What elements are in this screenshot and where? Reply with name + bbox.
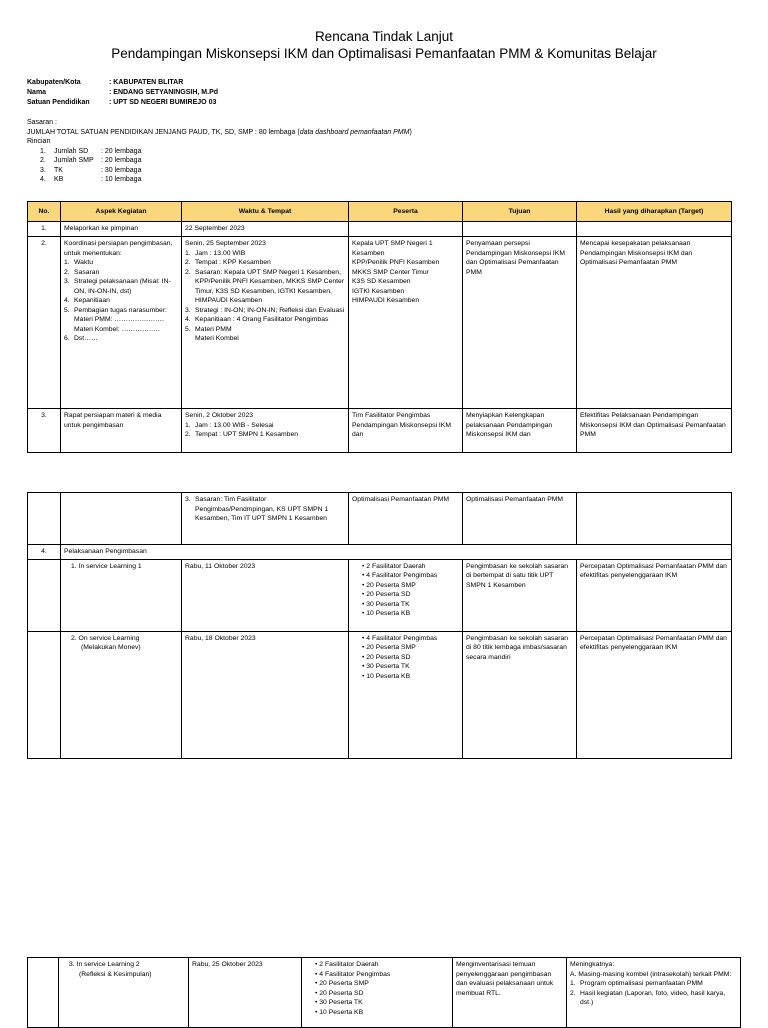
identity-value: : KABUPATEN BLITAR [109, 79, 184, 86]
sasaran-text-tail: ) Rincian [27, 128, 412, 145]
identity-row-nama [27, 88, 218, 98]
table-row [28, 222, 732, 237]
row-waktu: Rabu, 25 Oktober 2023 [189, 958, 302, 1028]
sasaran-block [27, 118, 427, 185]
row-hasil [577, 493, 732, 545]
item-num: 1. [570, 980, 576, 987]
waktu-item [185, 430, 345, 440]
waktu-head: Senin, 25 September 2023 [185, 240, 266, 247]
hasil-item [570, 989, 737, 1008]
rtl-table-part2 [27, 492, 732, 759]
table-header-row [28, 202, 732, 222]
item-num: 2. [185, 431, 191, 438]
rincian-item [40, 147, 427, 157]
hasil-head: Meningkatnya: [570, 961, 615, 968]
aspek-line: 2. On service Learning [71, 634, 140, 642]
row-peserta [349, 222, 463, 237]
row-aspek: Pelaksanaan Pengimbasan [61, 545, 732, 560]
rtl-table-part3 [27, 957, 741, 1028]
row-aspek [61, 631, 182, 758]
row-peserta: Tim Fasilitator Pengimbas Pendampingan Miskonsepsi IKM dan [349, 409, 463, 453]
waktu-head: Senin, 2 Oktober 2023 [185, 412, 254, 419]
rincian-num: 2. [40, 157, 46, 164]
row-hasil: Efektifitas Pelaksanaan Pendampingan Miskonsepsi IKM dan Optimalisasi Pemanfaatan PMM [577, 409, 732, 453]
table-row [28, 631, 732, 758]
header-no: No. [28, 202, 61, 222]
item-num: 2. [64, 268, 70, 276]
row-no [28, 559, 61, 631]
peserta-item: • 4 Fasilitator Pengimbas [362, 634, 459, 644]
materi-kombel: Materi Kombel: …………….. [74, 325, 160, 333]
row-waktu: Rabu, 18 Oktober 2023 [182, 631, 349, 758]
rincian-label: TK [54, 166, 63, 174]
row-tujuan: Penyamaan persepsi Pendampingan Miskonsepsi IKM dan Optimalisasi Pemanfaatan PMM [463, 237, 577, 409]
item-text: Tempat : KPP Kesamben [195, 259, 271, 266]
row-no [28, 958, 59, 1028]
materi-pmm: Materi PMM: …………………. [74, 316, 164, 323]
peserta-item: • 4 Fasilitator Pengimbas [362, 571, 459, 581]
aspek-item [64, 306, 178, 316]
sasaran-text-main: JUMLAH TOTAL SATUAN PENDIDIKAN JENJANG PAUD, TK, SD, SMP : 80 lembaga ( [27, 128, 300, 136]
header-aspek: Aspek Kegiatan [61, 202, 182, 222]
row-waktu [182, 237, 349, 409]
item-text: Kepanitiaan : 4 Orang Fasilitator Pengimbas [195, 316, 329, 323]
row-waktu [182, 493, 349, 545]
row-aspek: 1. In service Learning 1 [61, 559, 182, 631]
rincian-label: Jumlah SMP [54, 157, 94, 164]
item-text: Pembagian tugas narasumber: [74, 306, 167, 314]
row-tujuan: Pengimbasan ke sekolah sasaran di bertempat di satu titik UPT SMPN 1 Kesamben [463, 559, 577, 631]
peserta-item: • 10 Peserta KB [362, 609, 459, 619]
peserta-item: Kepala UPT SMP Negeri 1 Kesamben [352, 240, 433, 257]
waktu-item [185, 315, 345, 325]
item-text: Program optimalisasi pemanfaatan PMM [580, 980, 703, 987]
peserta-item: • 20 Peserta SMP [315, 979, 449, 989]
aspek-line: (Melakukan Monev) [81, 644, 141, 651]
row-no: 3. [28, 409, 61, 453]
item-text: Dst…… [74, 335, 98, 342]
identity-row-satuan [27, 98, 218, 108]
item-num: 3. [185, 306, 191, 314]
row-no: 4. [28, 545, 61, 560]
item-num: 6. [64, 335, 70, 342]
hasil-a: A. Masing-masing kombel (intrasekolah) terkait PMM: [570, 970, 732, 978]
rincian-label: KB [54, 176, 64, 183]
item-text: Jam : 13.00 WIB [195, 249, 246, 257]
identity-block [27, 78, 218, 108]
waktu-last: Materi Kombel [195, 335, 239, 342]
item-text: Hasil kegiatan (Laporan, foto, video, hasil karya, dst.) [580, 989, 726, 1006]
identity-value: : UPT SD NEGERI BUMIREJO 03 [109, 99, 217, 106]
table-row [28, 237, 732, 409]
item-text: Strategi pelaksanaan (Misal: IN-ON, IN-ON-IN, dst) [74, 278, 171, 295]
identity-value: : ENDANG SETYANINGSIH, M.Pd [109, 89, 219, 96]
rincian-item [40, 156, 427, 166]
peserta-item: • 20 Peserta SMP [362, 581, 459, 591]
sasaran-text-italic: data dashboard pemanfaatan PMM [299, 128, 410, 136]
table-row [28, 409, 732, 453]
identity-key: Nama [27, 89, 47, 96]
row-waktu [182, 409, 349, 453]
row-tujuan: Pengimbasan ke sekolah sasaran di 80 titik lembaga imbas/sasaran secara mandiri [463, 631, 577, 758]
waktu-item [185, 306, 345, 316]
peserta-item: MKKS SMP Center Timur [352, 268, 429, 276]
item-text: Waktu [74, 259, 94, 266]
aspek-item [64, 258, 178, 268]
waktu-item [185, 421, 345, 431]
waktu-item [185, 249, 345, 259]
peserta-item: • 20 Peserta SD [315, 989, 449, 999]
peserta-item: • 30 Peserta TK [362, 662, 459, 672]
item-text: Tempat : UPT SMPN 1 Kesamben [195, 431, 299, 438]
item-text: Strategi : IN-ON; IN-ON-IN; Refleksi dan Evaluasi [195, 306, 345, 314]
row-peserta [349, 631, 463, 758]
peserta-item: • 20 Peserta SMP [362, 643, 459, 653]
item-text: Kepanitiaan [74, 297, 110, 304]
rincian-value: : 30 lembaga [101, 166, 142, 174]
row-hasil: Percepatan Optimalisasi Pemanfaatan PMM dan efektifitas penyelenggaraan IKM [577, 631, 732, 758]
item-num: 4. [64, 297, 70, 304]
peserta-item: • 10 Peserta KB [315, 1008, 449, 1018]
item-num: 2. [185, 259, 191, 266]
waktu-item [185, 268, 345, 306]
item-text: Materi PMM [195, 325, 232, 333]
row-peserta [349, 559, 463, 631]
header-tujuan: Tujuan [463, 202, 577, 222]
peserta-item: • 4 Fasilitator Pengimbas [315, 970, 449, 980]
row-no [28, 493, 61, 545]
row-hasil: Percepatan Optimalisasi Pemanfaatan PMM dan efektifitas penyelenggaraan IKM [577, 559, 732, 631]
aspek-line: 3. In service Learning 2 [69, 961, 140, 968]
row-aspek [61, 237, 182, 409]
rincian-value: : 10 lembaga [101, 176, 142, 183]
aspek-line: (Refleksi & Kesimpulan) [79, 970, 152, 978]
row-no: 1. [28, 222, 61, 237]
peserta-item: • 20 Peserta SD [362, 590, 459, 600]
header-peserta: Peserta [349, 202, 463, 222]
peserta-item: • 2 Fasilitator Daerah [315, 960, 449, 970]
sasaran-text [27, 128, 427, 147]
sasaran-heading: Sasaran : [27, 119, 57, 126]
item-text: Sasaran: Kepala UPT SMP Negeri 1 Kesamben, KPP/Penilik PNFI Kesamben, MKKS SMP Center Timur, K3S SD Kesamben, IGTKI Kesamben, HIMPAUDI Kesamben [195, 268, 345, 304]
item-num: 3. [64, 278, 70, 285]
rincian-num: 1. [40, 147, 46, 155]
aspek-intro: Koordinasi persiapan pengimbasan, untuk menentukan: [64, 240, 173, 257]
item-text: Sasaran [74, 268, 100, 276]
aspek-item [64, 296, 178, 306]
rincian-num: 4. [40, 176, 46, 183]
row-waktu: 22 September 2023 [182, 222, 349, 237]
item-num: 4. [185, 316, 191, 323]
row-aspek: Melaporkan ke pimpinan [61, 222, 182, 237]
item-num: 3. [185, 496, 191, 503]
waktu-item [185, 258, 345, 268]
item-num: 1. [185, 421, 191, 429]
identity-key: Kabupaten/Kota [27, 79, 81, 86]
row-tujuan: Menginventarisasi temuan penyelenggaraan pengimbasan dan evaluasi pelaksanaan untuk membuat RTL. [453, 958, 567, 1028]
row-tujuan: Menyiapkan Kelengkapan pelaksanaan Pendampingan Miskonsepsi IKM dan [463, 409, 577, 453]
rtl-table-part1 [27, 201, 732, 453]
item-text: Jam : 13.00 WIB - Selesai [195, 421, 274, 429]
row-tujuan [463, 222, 577, 237]
row-aspek [61, 493, 182, 545]
hasil-item [570, 979, 737, 989]
table-row [28, 493, 732, 545]
peserta-item: • 30 Peserta TK [315, 998, 449, 1008]
item-num: 1. [64, 259, 70, 266]
row-peserta: Optimalisasi Pemanfaatan PMM [349, 493, 463, 545]
peserta-item: IGTKI Kesamben [352, 287, 405, 295]
peserta-list [352, 634, 459, 682]
item-num: 2. [570, 989, 576, 997]
peserta-item: HIMPAUDI Kesamben [352, 297, 420, 304]
rincian-item [40, 166, 427, 176]
rincian-label: Jumlah SD [54, 147, 89, 155]
document-subtitle: Pendampingan Miskonsepsi IKM dan Optimalisasi Pemanfaatan PMM & Komunitas Belajar [111, 46, 657, 61]
rincian-value: : 20 lembaga [101, 147, 142, 155]
peserta-item: • 10 Peserta KB [362, 672, 459, 682]
rincian-item [40, 175, 427, 185]
header-waktu: Waktu & Tempat [182, 202, 349, 222]
row-hasil [577, 222, 732, 237]
aspek-item [64, 334, 178, 344]
row-no [28, 631, 61, 758]
peserta-list [305, 960, 449, 1017]
row-hasil [567, 958, 741, 1028]
row-tujuan: Optimalisasi Pemanfaatan PMM [463, 493, 577, 545]
item-num: 1. [185, 249, 191, 257]
peserta-item: • 20 Peserta SD [362, 653, 459, 663]
aspek-item [64, 268, 178, 278]
table-row [28, 545, 732, 560]
item-num: 5. [185, 325, 191, 333]
item-num: 2. [185, 268, 191, 276]
identity-key: Satuan Pendidikan [27, 99, 90, 106]
table-row [28, 559, 732, 631]
rincian-num: 3. [40, 166, 46, 174]
row-waktu: Rabu, 11 Oktober 2023 [182, 559, 349, 631]
waktu-item [185, 325, 345, 335]
row-aspek: Rapat persiapan materi & media untuk pengimbasan [61, 409, 182, 453]
peserta-item: KPP/Penilik PNFI Kesamben [352, 259, 440, 266]
rincian-list [40, 147, 427, 185]
peserta-list [352, 562, 459, 619]
item-text: Sasaran: Tim Fasilitator Pengimbas/Pendmpingan, KS UPT SMPN 1 Kesamben, Tim IT UPT SMPN 1 Kesamben [195, 496, 329, 522]
rincian-value: : 20 lembaga [101, 157, 142, 164]
waktu-item [185, 495, 345, 524]
row-peserta [349, 237, 463, 409]
peserta-item: • 2 Fasilitator Daerah [362, 562, 459, 572]
row-aspek [59, 958, 189, 1028]
peserta-item: K3S SD Kesamben [352, 278, 411, 285]
aspek-item [64, 277, 178, 296]
identity-row-kabupaten [27, 78, 218, 88]
row-no: 2. [28, 237, 61, 409]
peserta-item: • 30 Peserta TK [362, 600, 459, 610]
document-title: Rencana Tindak Lanjut [314, 29, 454, 44]
table-row [28, 958, 741, 1028]
row-peserta [302, 958, 453, 1028]
row-hasil: Mencapai kesepakatan pelaksanaan Pendampingan Miskonsepsi IKM dan Optimalisasi Pemanfaatan PMM [577, 237, 732, 409]
header-hasil: Hasil yang diharapkan (Target) [577, 202, 732, 222]
item-num: 5. [64, 306, 70, 314]
